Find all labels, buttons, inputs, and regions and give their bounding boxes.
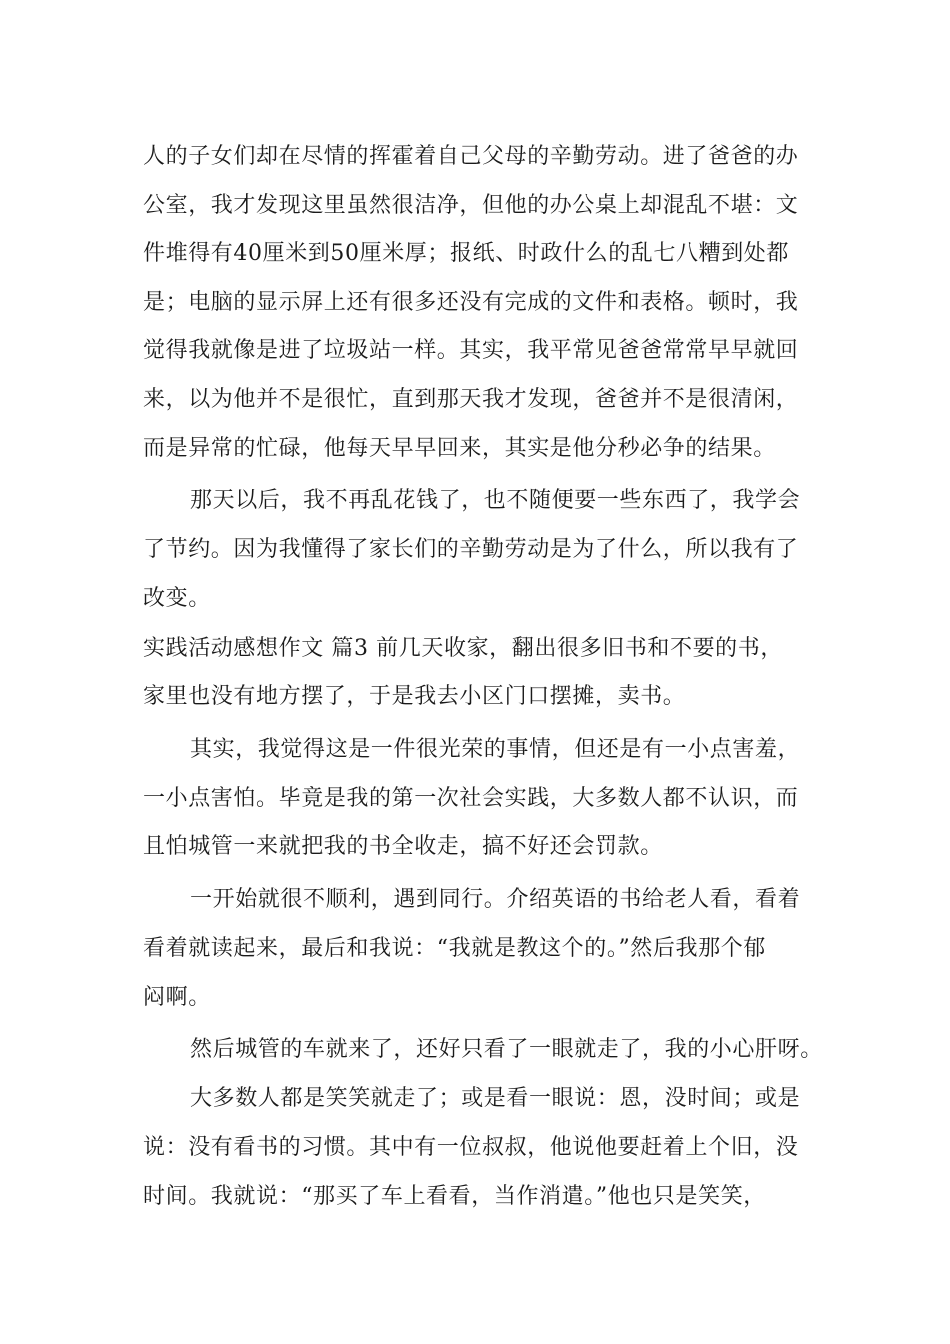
text-line: 然后城管的车就来了，还好只看了一眼就走了，我的小心肝呀。 [190, 1037, 823, 1062]
text-line: 其实，我觉得这是一件很光荣的事情，但还是有一小点害羞， [190, 737, 801, 762]
text-line: 人的子女们却在尽情的挥霍着自己父母的辛勤劳动。进了爸爸的办 [143, 144, 799, 169]
text-line: 时间。我就说：“那买了车上看看，当作消遣。”他也只是笑笑， [143, 1184, 766, 1209]
text-line: 是；电脑的显示屏上还有很多还没有完成的文件和表格。顿时，我 [143, 290, 799, 315]
text-line: 家里也没有地方摆了，于是我去小区门口摆摊，卖书。 [143, 684, 686, 709]
text-line: 那天以后，我不再乱花钱了，也不随便要一些东西了，我学会 [190, 488, 801, 513]
text-line: 看着就读起来，最后和我说：“我就是教这个的。”然后我那个郁 [143, 936, 766, 961]
text-line: 大多数人都是笑笑就走了；或是看一眼说：恩，没时间；或是 [190, 1086, 801, 1111]
text-line: 闷啊。 [143, 985, 211, 1010]
text-line: 说：没有看书的习惯。其中有一位叔叔，他说他要赶着上个旧，没 [143, 1135, 799, 1160]
text-line: 一小点害怕。毕竟是我的第一次社会实践，大多数人都不认识，而 [143, 786, 799, 811]
text-line: 了节约。因为我懂得了家长们的辛勤劳动是为了什么，所以我有了 [143, 537, 799, 562]
text-line: 一开始就很不顺利，遇到同行。介绍英语的书给老人看，看着 [190, 887, 801, 912]
text-line: 公室，我才发现这里虽然很洁净，但他的办公桌上却混乱不堪：文 [143, 193, 799, 218]
section-heading-line: 实践活动感想作文 篇3 前几天收家，翻出很多旧书和不要的书， [143, 636, 783, 661]
text-line: 件堆得有40厘米到50厘米厚；报纸、时政什么的乱七八糟到处都 [143, 241, 789, 266]
text-line: 来，以为他并不是很忙，直到那天我才发现，爸爸并不是很清闲， [143, 387, 799, 412]
text-line: 且怕城管一来就把我的书全收走，搞不好还会罚款。 [143, 834, 663, 859]
text-line: 改变。 [143, 586, 211, 611]
text-line: 觉得我就像是进了垃圾站一样。其实，我平常见爸爸常常早早就回 [143, 338, 799, 363]
text-line: 而是异常的忙碌，他每天早早回来，其实是他分秒必争的结果。 [143, 436, 776, 461]
